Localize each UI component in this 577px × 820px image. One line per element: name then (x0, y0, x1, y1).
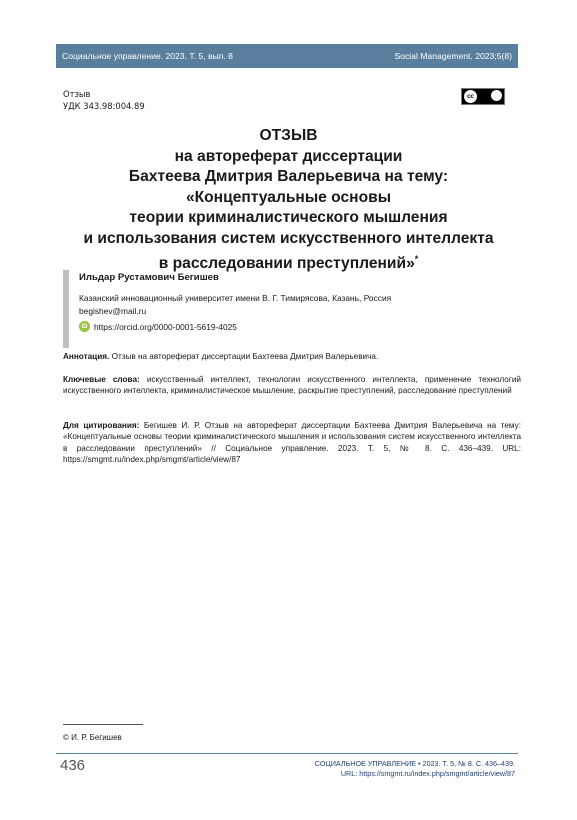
cc-by-license-icon[interactable] (461, 88, 505, 105)
citation (63, 420, 521, 466)
citation-label: Для цитирования: (63, 421, 140, 430)
title-line: на автореферат диссертации (174, 147, 403, 165)
title-line: и использования систем искусственного интеллекта (83, 229, 494, 247)
title-line: Бахтеева Дмитрия Валерьевича на тему: (128, 168, 449, 185)
keywords (63, 374, 521, 397)
abstract (63, 351, 521, 362)
citation-text: Бегишев И. Р. Отзыв на автореферат диссертации Бахтеева Дмитрия Валерьевича на тему: «Концептуальные основы теории криминалистического мышления и использования систем искусственного интеллекта в расследовании преступлений» // Социальное управление. 2023. Т. 5, № 8. С. 436–439. URL: https://smgmt.ru/index.php/smgmt/article/view/87 (63, 421, 521, 465)
abstract-label: Аннотация. (63, 352, 110, 361)
title-line: «Концептуальные основы (185, 188, 392, 206)
orcid-icon: iD (79, 321, 90, 332)
author-email[interactable]: begishev@mail.ru (79, 305, 147, 316)
orcid-row[interactable] (79, 321, 515, 332)
by-person-icon (491, 90, 502, 101)
footer-citation (315, 759, 515, 778)
article-title (40, 126, 537, 275)
title-line: теории криминалистического мышления (129, 209, 448, 226)
author-affiliation: Казанский инновационный университет имени В. Г. Тимирясова, Казань, Россия (79, 293, 392, 303)
title-line-text: в расследовании преступлений» (158, 255, 415, 273)
footer-divider (56, 753, 518, 754)
footer-url[interactable]: URL: https://smgmt.ru/index.php/smgmt/article/view/87 (340, 768, 515, 778)
footnote-divider (63, 724, 143, 725)
keywords-text: искусственный интеллект, технологии искусственного интеллекта, применение технологий искусственного интеллекта, криминалистическое мышление, раскрытие преступлений, расследование преступлений (63, 375, 521, 396)
footer-journal: СОЦИАЛЬНОЕ УПРАВЛЕНИЕ • 2023. Т. 5, № 8. С. 436–439. (314, 759, 515, 768)
author-name: Ильдар Рустамович Бегишев (79, 272, 219, 283)
cc-icon: cc (464, 90, 477, 103)
keywords-label: Ключевые слова: (63, 375, 140, 384)
running-header (56, 44, 518, 68)
copyright: © И. Р. Бегишев (63, 733, 122, 742)
header-journal-en: Social Management. 2023;5(8) (394, 51, 512, 61)
udk-code: УДК 343.98:004.89 (63, 101, 145, 111)
title-footnote-mark: * (414, 254, 419, 264)
article-type: Отзыв (63, 89, 91, 99)
header-journal-ru: Социальное управление. 2023. Т. 5, вып. 8 (62, 51, 233, 61)
title-line: ОТЗЫВ (259, 127, 318, 144)
article-meta (63, 88, 145, 112)
abstract-text: Отзыв на автореферат диссертации Бахтеева Дмитрия Валерьевича. (109, 352, 379, 361)
page-number: 436 (60, 757, 86, 774)
orcid-link[interactable]: https://orcid.org/0000-0001-5619-4025 (94, 321, 237, 332)
author-block (63, 270, 515, 348)
